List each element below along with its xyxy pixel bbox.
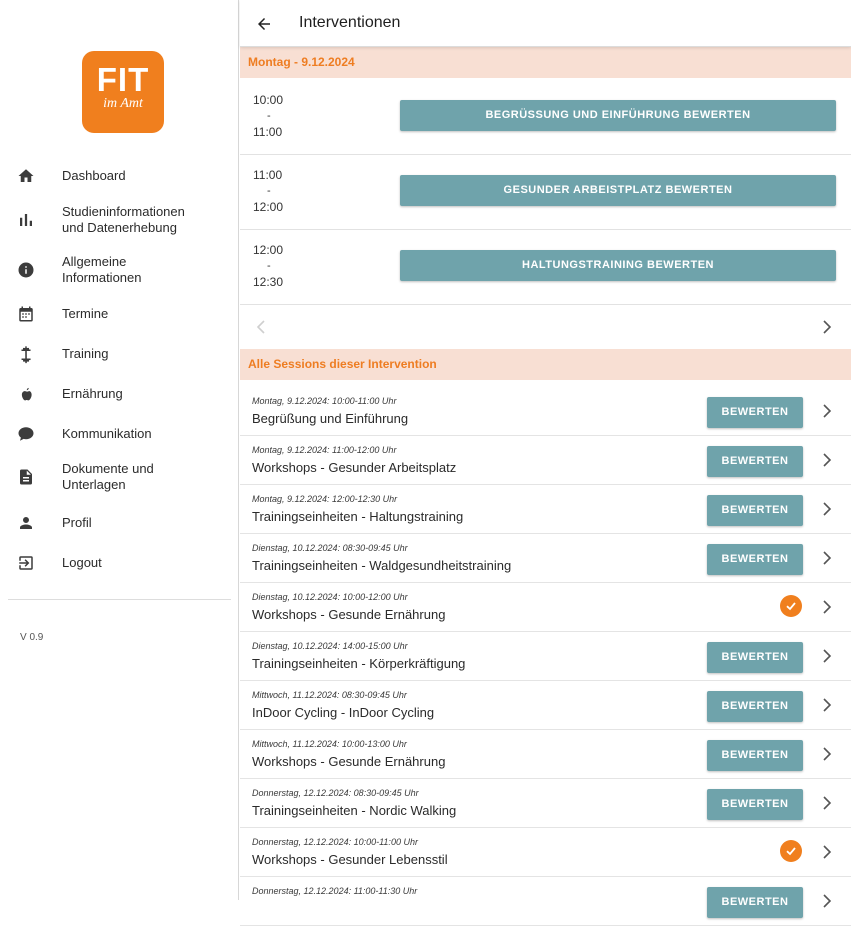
chat-icon [16, 424, 36, 444]
session-date: Dienstag, 10.12.2024: 10:00-12:00 Uhr [252, 592, 408, 602]
day-pager [240, 309, 851, 347]
logo-main-text: FIT [96, 61, 150, 98]
sidebar-item-0[interactable] [0, 156, 239, 196]
sidebar-item-7[interactable] [0, 457, 239, 497]
session-row[interactable] [240, 387, 851, 436]
evaluate-button[interactable]: BEWERTEN [707, 642, 803, 673]
sidebar-item-2[interactable] [0, 250, 239, 290]
sessions-section-header: Alle Sessions dieser Intervention [240, 349, 851, 380]
evaluate-button[interactable]: BEWERTEN [707, 887, 803, 918]
sidebar-item-label: Allgemeine Informationen [62, 254, 142, 285]
session-date: Dienstag, 10.12.2024: 14:00-15:00 Uhr [252, 641, 408, 651]
slot-time [253, 167, 293, 215]
session-date: Montag, 9.12.2024: 10:00-11:00 Uhr [252, 396, 397, 406]
dumbbell-icon [16, 344, 36, 364]
fit-im-amt-logo [82, 51, 164, 133]
session-title: Workshops - Gesunder Arbeitsplatz [252, 460, 457, 475]
main-content[interactable] [240, 47, 851, 908]
session-row[interactable] [240, 583, 851, 632]
session-title: Begrüßung und Einführung [252, 411, 409, 426]
sidebar-item-label: Dashboard [62, 168, 126, 183]
session-row[interactable] [240, 436, 851, 485]
bar-chart-icon [16, 210, 36, 230]
slot-time [253, 242, 293, 290]
session-row[interactable] [240, 779, 851, 828]
apple-icon [16, 384, 36, 404]
session-row[interactable] [240, 485, 851, 534]
page-title: Interventionen [299, 14, 401, 31]
session-row[interactable] [240, 828, 851, 877]
sidebar-item-5[interactable] [0, 374, 239, 414]
session-date: Montag, 9.12.2024: 12:00-12:30 Uhr [252, 494, 398, 504]
slot-time-separator: - [267, 185, 271, 197]
sidebar-item-label: Training [62, 346, 109, 361]
evaluate-slot-button[interactable]: HALTUNGSTRAINING BEWERTEN [400, 250, 836, 281]
evaluate-button[interactable]: BEWERTEN [707, 544, 803, 575]
day-section-header: Montag - 9.12.2024 [240, 47, 851, 78]
sidebar-item-3[interactable] [0, 294, 239, 334]
session-title: InDoor Cycling - InDoor Cycling [252, 705, 435, 720]
evaluate-button[interactable]: BEWERTEN [707, 446, 803, 477]
slot-end-time: 12:00 [253, 200, 284, 214]
sidebar-item-label: Logout [62, 555, 102, 570]
chevron-right-icon[interactable] [820, 893, 834, 909]
chevron-left-icon[interactable] [254, 319, 270, 337]
calendar-icon [16, 304, 36, 324]
chevron-right-icon[interactable] [820, 452, 834, 468]
session-title: Workshops - Gesunder Lebensstil [252, 852, 448, 867]
time-slot-row [240, 80, 851, 155]
chevron-right-icon[interactable] [820, 844, 834, 860]
app-version: V 0.9 [20, 632, 44, 643]
chevron-right-icon[interactable] [820, 599, 834, 615]
sidebar-item-6[interactable] [0, 414, 239, 454]
chevron-right-icon[interactable] [820, 403, 834, 419]
sidebar-item-label: Dokumente und Unterlagen [62, 461, 154, 492]
info-icon [16, 260, 36, 280]
chevron-right-icon[interactable] [820, 319, 836, 337]
session-title: Trainingseinheiten - Nordic Walking [252, 803, 457, 818]
check-circle-icon [780, 595, 802, 617]
slot-time-separator: - [267, 110, 271, 122]
evaluate-button[interactable]: BEWERTEN [707, 495, 803, 526]
evaluate-slot-button[interactable]: BEGRÜSSUNG UND EINFÜHRUNG BEWERTEN [400, 100, 836, 131]
session-row[interactable] [240, 632, 851, 681]
chevron-right-icon[interactable] [820, 501, 834, 517]
time-slot-row [240, 155, 851, 230]
session-row[interactable] [240, 534, 851, 583]
sidebar-item-label: Kommunikation [62, 426, 152, 441]
session-date: Dienstag, 10.12.2024: 08:30-09:45 Uhr [252, 543, 408, 553]
evaluate-slot-button[interactable]: GESUNDER ARBEISTPLATZ BEWERTEN [400, 175, 836, 206]
sidebar-item-label: Termine [62, 306, 109, 321]
back-arrow-icon[interactable] [252, 12, 276, 36]
session-date: Mittwoch, 11.12.2024: 10:00-13:00 Uhr [252, 739, 407, 749]
sidebar-item-1[interactable] [0, 200, 239, 240]
evaluate-button[interactable]: BEWERTEN [707, 789, 803, 820]
sidebar-item-label: Studieninformationen und Datenerhebung [62, 204, 185, 235]
logout-icon [16, 553, 36, 573]
document-icon [16, 467, 36, 487]
slot-start-time: 10:00 [253, 93, 284, 107]
session-date: Donnerstag, 12.12.2024: 11:00-11:30 Uhr [252, 886, 418, 896]
top-app-bar [240, 0, 851, 47]
session-date: Mittwoch, 11.12.2024: 08:30-09:45 Uhr [252, 690, 407, 700]
session-date: Donnerstag, 12.12.2024: 08:30-09:45 Uhr [252, 788, 419, 798]
sidebar-item-9[interactable] [0, 543, 239, 583]
slot-time-separator: - [267, 260, 271, 272]
session-row[interactable] [240, 877, 851, 926]
session-title: Workshops - Gesunde Ernährung [252, 607, 446, 622]
slot-end-time: 11:00 [253, 125, 283, 139]
session-title: Trainingseinheiten - Waldgesundheitstraining [252, 558, 512, 573]
session-title: Trainingseinheiten - Körperkräftigung [252, 656, 466, 671]
sidebar-item-4[interactable] [0, 334, 239, 374]
chevron-right-icon[interactable] [820, 795, 834, 811]
slot-end-time: 12:30 [253, 275, 284, 289]
slot-start-time: 12:00 [253, 243, 284, 257]
chevron-right-icon[interactable] [820, 550, 834, 566]
evaluate-button[interactable]: BEWERTEN [707, 740, 803, 771]
session-date: Montag, 9.12.2024: 11:00-12:00 Uhr [252, 445, 397, 455]
chevron-right-icon[interactable] [820, 648, 834, 664]
sidebar-item-label: Profil [62, 515, 92, 530]
session-row[interactable] [240, 681, 851, 730]
time-slot-row [240, 230, 851, 305]
sidebar-item-8[interactable] [0, 503, 239, 543]
home-icon [16, 166, 36, 186]
evaluate-button[interactable]: BEWERTEN [707, 397, 803, 428]
person-icon [16, 513, 36, 533]
check-circle-icon [780, 840, 802, 862]
slot-time [253, 92, 293, 140]
sidebar [0, 0, 239, 900]
session-row[interactable] [240, 730, 851, 779]
sidebar-divider [8, 599, 231, 600]
session-title: Trainingseinheiten - Haltungstraining [252, 509, 464, 524]
chevron-right-icon[interactable] [820, 697, 834, 713]
chevron-right-icon[interactable] [820, 746, 834, 762]
session-title: Workshops - Gesunde Ernährung [252, 754, 446, 769]
logo-sub-text: im Amt [103, 96, 143, 111]
session-date: Donnerstag, 12.12.2024: 10:00-11:00 Uhr [252, 837, 418, 847]
slot-start-time: 11:00 [253, 168, 283, 182]
evaluate-button[interactable]: BEWERTEN [707, 691, 803, 722]
sidebar-item-label: Ernährung [62, 386, 123, 401]
